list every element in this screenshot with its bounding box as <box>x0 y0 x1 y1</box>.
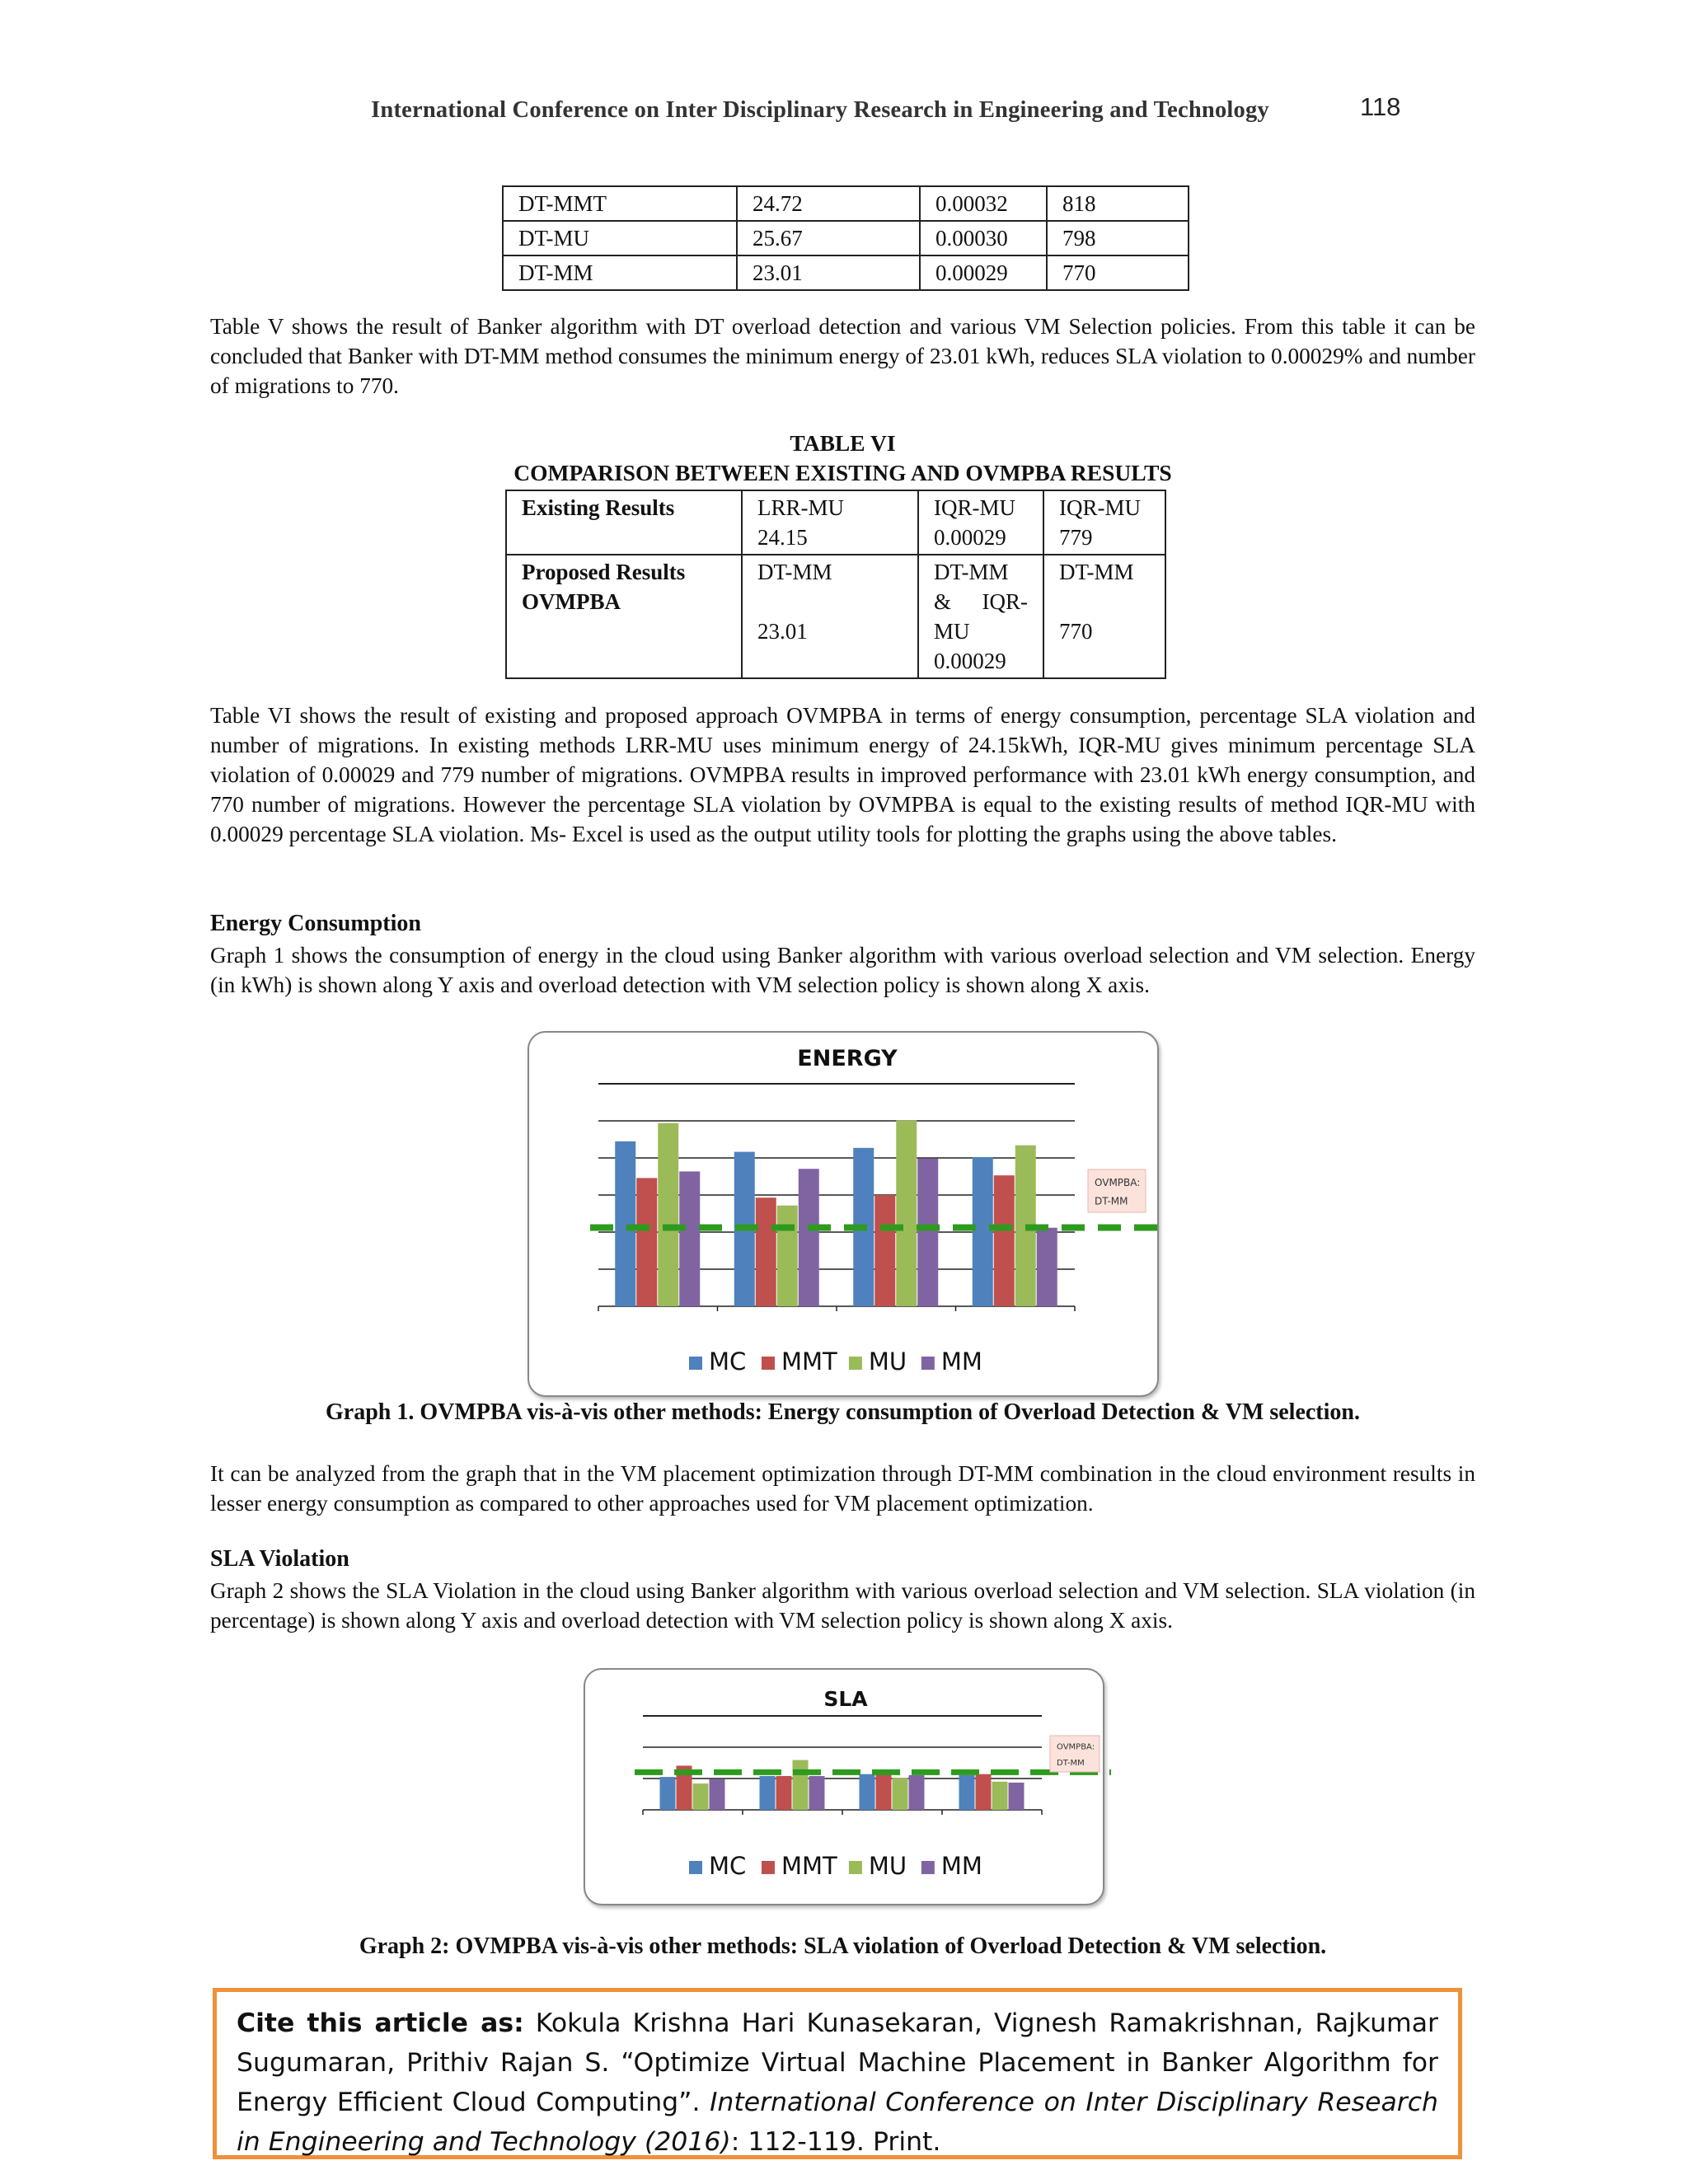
cell-text: 0.00029 <box>934 649 1006 673</box>
cell-text: DT-MM <box>757 560 832 584</box>
legend-swatch <box>921 1357 935 1370</box>
cell-text: DT-MM <box>934 560 1009 584</box>
legend-label: MC <box>709 1852 747 1880</box>
legend-label: MMT <box>781 1852 837 1880</box>
table-cell: 770 <box>1047 255 1189 290</box>
table-cell <box>742 490 918 555</box>
table-cell <box>506 490 742 555</box>
annotation-line: OVMPBA: <box>1095 1176 1141 1188</box>
chart-title: ENERGY <box>797 1046 898 1071</box>
table-cell: 818 <box>1047 186 1189 221</box>
bar-mmt <box>756 1197 776 1306</box>
bar-mm <box>799 1169 819 1306</box>
cell-text: 24.15 <box>757 525 808 550</box>
cell-text: 779 <box>1059 525 1093 550</box>
annotation-line: OVMPBA: <box>1057 1742 1095 1752</box>
table-cell: DT-MMT <box>503 186 737 221</box>
table-cell: 0.00030 <box>920 221 1047 255</box>
legend-swatch <box>849 1861 862 1874</box>
cell-text: LRR-MU <box>757 495 845 520</box>
row-label: Existing Results <box>522 495 675 520</box>
table-v-tail <box>502 185 1189 291</box>
table-cell <box>1043 555 1165 678</box>
bar-mu <box>693 1783 709 1810</box>
energy-chart <box>528 1031 1162 1400</box>
citation-venue: International Conference on Inter Disciplinary Research in Engineering and Technology (2016) <box>237 2088 1438 2157</box>
table-cell: 24.72 <box>737 186 920 221</box>
bar-mmt <box>776 1776 792 1810</box>
legend-label: MU <box>868 1347 907 1376</box>
legend-label: MMT <box>781 1347 837 1376</box>
bar-mmt <box>994 1175 1015 1306</box>
citation-box <box>213 1988 1462 2159</box>
graph-2-caption: Graph 2: OVMPBA vis-à-vis other methods: SLA violation of Overload Detection & VM selection. <box>359 1933 1327 1959</box>
bar-mmt <box>874 1195 895 1306</box>
legend-swatch <box>689 1357 702 1370</box>
bar-mu <box>992 1782 1008 1810</box>
bar-mc <box>660 1777 676 1810</box>
legend-label: MU <box>868 1852 907 1880</box>
paragraph-table-vi: Table VI shows the result of existing and proposed approach OVMPBA in terms of energy consumption, percentage SLA violation and number of migrations. In existing methods LRR-MU uses minimum energy of 24.15kWh, IQR-MU gives minimum percentage SLA violation of 0.00029 and 779 number of migrations. OVMPBA results in improved performance with 23.01 kWh energy consumption, and 770 number of migrations. However the percentage SLA violation by OVMPBA is equal to the existing results of method IQR-MU with 0.00029 percentage SLA violation. Ms- Excel is used as the output utility tools for plotting the graphs using the above tables. <box>210 703 1475 846</box>
paragraph-sla: Graph 2 shows the SLA Violation in the cloud using Banker algorithm with various overload selection and VM selection. SLA violation (in percentage) is shown along Y axis and overload detection with VM selection policy is shown along X axis. <box>210 1578 1475 1633</box>
bar-mc <box>973 1157 993 1306</box>
table-cell: 0.00032 <box>920 186 1047 221</box>
bar-mu <box>893 1778 908 1810</box>
graph-1-caption: Graph 1. OVMPBA vis-à-vis other methods: Energy consumption of Overload Detection & VM selection. <box>326 1399 1360 1425</box>
annotation-line: DT-MM <box>1095 1195 1128 1207</box>
table-cell: DT-MM <box>503 255 737 290</box>
cell-text: IQR-MU <box>934 495 1015 520</box>
cell-text: MU <box>934 619 970 644</box>
bar-mmt <box>636 1178 657 1306</box>
table-cell: DT-MU <box>503 221 737 255</box>
bar-mc <box>860 1774 875 1810</box>
cell-text: & <box>934 589 952 614</box>
bar-mc <box>615 1141 635 1306</box>
table-row <box>506 490 1165 555</box>
citation-authors: Kokula Krishna Hari Kunasekaran, Vignesh Ramakrishnan, Rajkumar Sugumaran, Prithiv Rajan S. “Optimize Virtual Machine Placement in Banker Algorithm for Energy Efficient Cloud Computing”. <box>237 2008 1438 2117</box>
table-row <box>506 555 1165 678</box>
legend-label: MM <box>940 1852 982 1880</box>
annotation-line: DT-MM <box>1057 1759 1085 1769</box>
bar-mu <box>793 1760 809 1810</box>
section-heading-energy: Energy Consumption <box>210 911 421 936</box>
legend-swatch <box>689 1861 702 1874</box>
table-vi-label: TABLE VI <box>790 430 896 456</box>
section-heading-sla: SLA Violation <box>210 1546 349 1572</box>
bar-mm <box>1037 1228 1057 1306</box>
legend-swatch <box>921 1861 935 1874</box>
cell-text: 770 <box>1059 619 1093 644</box>
table-vi-title: COMPARISON BETWEEN EXISTING AND OVMPBA RESULTS <box>513 460 1172 485</box>
bar-mm <box>1009 1783 1025 1810</box>
table-cell: 23.01 <box>737 255 920 290</box>
table-row <box>503 186 1189 221</box>
bar-mm <box>679 1171 700 1306</box>
paragraph-energy: Graph 1 shows the consumption of energy in the cloud using Banker algorithm with various overload selection and VM selection. Energy (in kWh) is shown along Y axis and overload detection with VM selection policy is shown along X axis. <box>210 943 1475 997</box>
table-vi <box>505 490 1166 679</box>
paragraph-analysis: It can be analyzed from the graph that in the VM placement optimization through DT-MM combination in the cloud environment results in lesser energy consumption as compared to other approaches used for VM placement optimization. <box>210 1461 1475 1516</box>
bar-mmt <box>976 1774 992 1810</box>
chart-title: SLA <box>823 1687 868 1711</box>
bar-mm <box>909 1775 925 1810</box>
table-row <box>503 255 1189 290</box>
table-cell: 25.67 <box>737 221 920 255</box>
bar-mm <box>710 1779 725 1810</box>
row-label: Proposed Results <box>522 560 686 584</box>
page-number: 118 <box>1360 92 1401 121</box>
row-label: OVMPBA <box>522 589 621 614</box>
table-row <box>503 221 1189 255</box>
cell-text: 23.01 <box>757 619 808 644</box>
sla-chart <box>584 1668 1111 1909</box>
table-cell <box>742 555 918 678</box>
citation-label: Cite this article as: <box>237 2008 524 2038</box>
cell-text: DT-MM <box>1059 560 1134 584</box>
table-cell: 798 <box>1047 221 1189 255</box>
bar-mu <box>658 1123 678 1306</box>
cell-text: IQR-MU <box>1059 495 1141 520</box>
citation-pages: : 112-119. Print. <box>730 2127 941 2157</box>
cell-text: IQR- <box>982 589 1028 614</box>
paragraph-table-v: Table V shows the result of Banker algorithm with DT overload detection and various VM Selection policies. From this table it can be concluded that Banker with DT-MM method consumes the minimum energy of 23.01 kWh, reduces SLA violation to 0.00029% and number of migrations to 770. <box>210 314 1475 398</box>
legend-label: MM <box>940 1347 982 1376</box>
legend-swatch <box>762 1357 775 1370</box>
bar-mc <box>760 1776 776 1810</box>
table-cell <box>1043 490 1165 555</box>
bar-mm <box>917 1159 938 1306</box>
legend-swatch <box>849 1357 862 1370</box>
bar-mu <box>777 1206 798 1306</box>
bar-mu <box>896 1120 917 1306</box>
bar-mc <box>959 1775 975 1810</box>
table-cell <box>918 490 1043 555</box>
legend-swatch <box>762 1861 775 1874</box>
table-cell: 0.00029 <box>920 255 1047 290</box>
table-cell <box>506 555 742 678</box>
running-header: International Conference on Inter Disciplinary Research in Engineering and Technology <box>371 97 1269 123</box>
bar-mmt <box>876 1774 892 1810</box>
table-cell <box>918 555 1043 678</box>
legend-label: MC <box>709 1347 747 1376</box>
cell-text: 0.00029 <box>934 525 1006 550</box>
bar-mm <box>809 1776 825 1810</box>
